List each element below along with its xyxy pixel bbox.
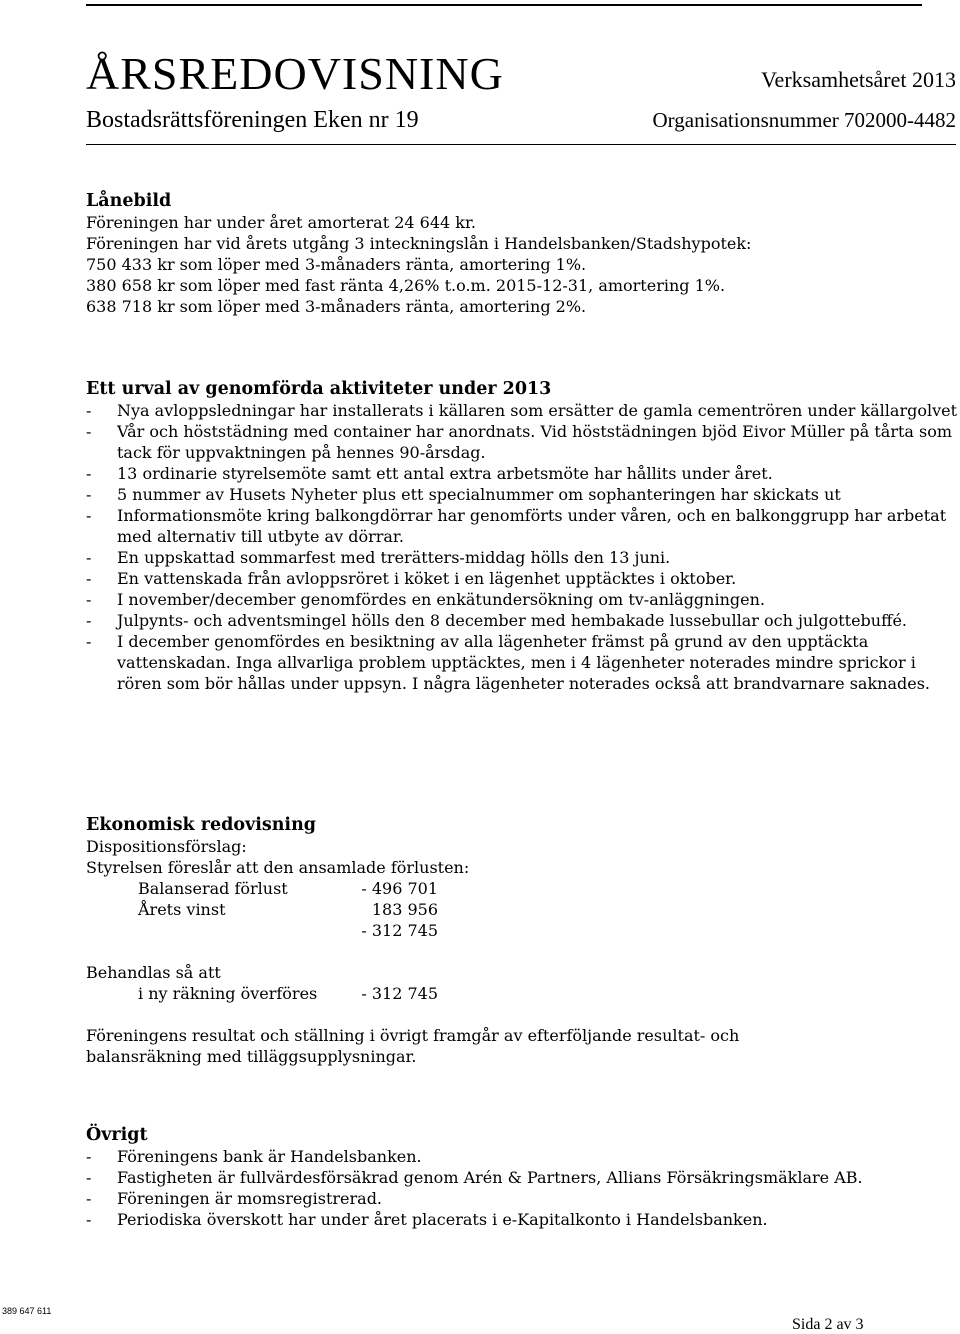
- other-section: [86, 1124, 960, 1230]
- loan-line: 380 658 kr som löper med fast ränta 4,26% t.o.m. 2015-12-31, amortering 1%.: [86, 276, 726, 295]
- list-item: - I november/december genomfördes en enkätundersökning om tv-anläggningen.: [86, 590, 765, 609]
- report-title: ÅRSREDOVISNING: [86, 48, 504, 99]
- carry-label: i ny räkning överföres: [138, 984, 318, 1003]
- list-item: - 5 nummer av Husets Nyheter plus ett specialnummer om sophanteringen har skickats ut: [86, 485, 841, 504]
- row-value: - 312 745: [361, 921, 438, 940]
- list-item: - Föreningens bank är Handelsbanken.: [86, 1147, 422, 1166]
- finance-section: [86, 814, 960, 1067]
- list-item: - Nya avloppsledningar har installerats i källaren som ersätter de gamla cementrören under källargolvet: [86, 401, 958, 420]
- row-label: Balanserad förlust: [138, 879, 288, 898]
- list-item: - Informationsmöte kring balkongdörrar har genomförts under våren, och en balkonggrupp har arbetat med alternativ till utbyte av dörrar.: [86, 506, 947, 546]
- loan-section: [86, 190, 960, 317]
- finance-heading: Ekonomisk redovisning: [86, 815, 317, 835]
- row-label: [138, 920, 348, 941]
- finance-intro: Styrelsen föreslår att den ansamlade förlusten:: [86, 858, 470, 877]
- loan-heading: Lånebild: [86, 191, 172, 211]
- other-list: [86, 1146, 960, 1230]
- loan-line: 638 718 kr som löper med 3-månaders ränta, amortering 2%.: [86, 297, 587, 316]
- row-value: - 496 701: [361, 879, 438, 898]
- row-value: 183 956: [371, 900, 438, 919]
- activities-list: [86, 400, 960, 694]
- disposition-table: [86, 878, 960, 941]
- list-item: - Vår och höststädning med container har anordnats. Vid höststädningen bjöd Eivor Müller på tårta som tack för uppvaktningen på hennes 90-årsdag.: [86, 422, 953, 462]
- finance-closing: Föreningens resultat och ställning i övrigt framgår av efterföljande resultat- och balansräkning med tilläggsupplysningar.: [86, 1026, 740, 1066]
- activities-section: [86, 378, 960, 694]
- list-item: - I december genomfördes en besiktning av alla lägenheter främst på grund av den upptäckta vattenskadan. Inga allvarliga problem upptäcktes, men i 4 lägenheter noterades mindre sprickor i rören som bör hållas under uppsyn. I några lägenheter noterades också att brandvarnare saknades.: [86, 632, 931, 693]
- list-item: - Föreningen är momsregistrerad.: [86, 1189, 383, 1208]
- handled-label: Behandlas så att: [86, 963, 221, 982]
- loan-line: Föreningen har vid årets utgång 3 inteckningslån i Handelsbanken/Stadshypotek:: [86, 234, 752, 253]
- document-id: 389 647 611: [2, 1306, 52, 1316]
- row-label: Årets vinst: [138, 900, 226, 919]
- list-item: - 13 ordinarie styrelsemöte samt ett antal extra arbetsmöte har hållits under året.: [86, 464, 773, 483]
- page-number: Sida 2 av 3: [792, 1316, 864, 1333]
- carry-value: - 312 745: [361, 984, 438, 1003]
- list-item: - Fastigheten är fullvärdesförsäkrad genom Arén & Partners, Allians Försäkringsmäklare AB.: [86, 1168, 863, 1187]
- other-heading: Övrigt: [86, 1125, 148, 1145]
- org-number: Organisationsnummer 702000-4482: [652, 108, 956, 132]
- association-name: Bostadsrättsföreningen Eken nr 19: [86, 107, 419, 133]
- list-item: - Periodiska överskott har under året placerats i e-Kapitalkonto i Handelsbanken.: [86, 1210, 768, 1229]
- loan-line: 750 433 kr som löper med 3-månaders ränta, amortering 1%.: [86, 255, 587, 274]
- activities-heading: Ett urval av genomförda aktiviteter under 2013: [86, 379, 552, 399]
- list-item: - En vattenskada från avloppsröret i köket i en lägenhet upptäcktes i oktober.: [86, 569, 737, 588]
- list-item: - En uppskattad sommarfest med trerätters-middag hölls den 13 juni.: [86, 548, 671, 567]
- carry-row: [86, 983, 960, 1004]
- header-rule: [86, 144, 956, 145]
- top-rule: [86, 4, 922, 6]
- fiscal-year: Verksamhetsåret 2013: [761, 67, 956, 92]
- list-item: - Julpynts- och adventsmingel hölls den 8 december med hembakade lussebullar och julgottebuffé.: [86, 611, 908, 630]
- page-header: [86, 48, 956, 136]
- loan-line: Föreningen har under året amorterat 24 644 kr.: [86, 213, 476, 232]
- finance-subheading: Dispositionsförslag:: [86, 837, 247, 856]
